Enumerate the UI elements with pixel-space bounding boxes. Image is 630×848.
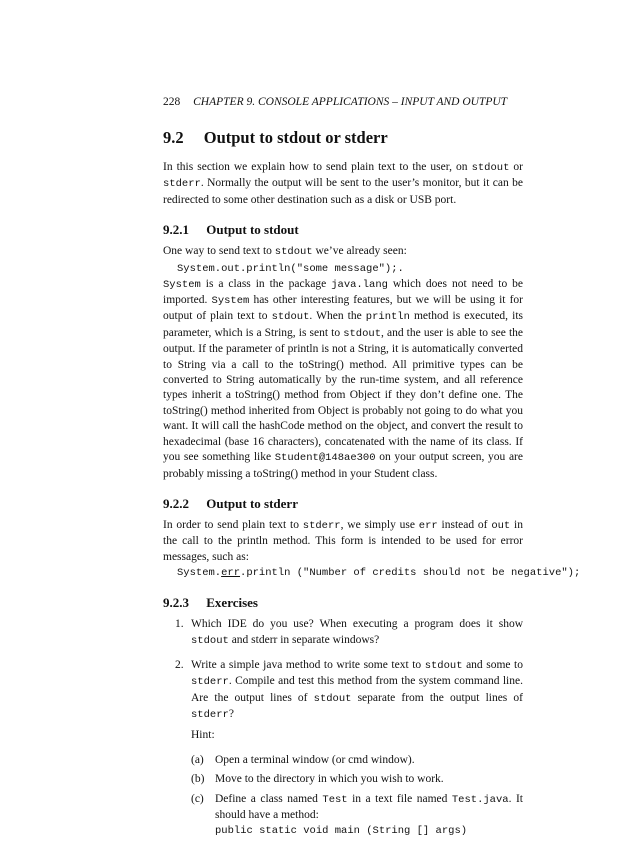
text-run: Move to the directory in which you wish to work.	[215, 773, 444, 786]
inline-code: System	[211, 295, 250, 308]
inline-code: stdout	[343, 327, 381, 340]
subsection-number: 9.2.2	[163, 495, 189, 511]
subsection-number: 9.2.1	[163, 222, 189, 238]
text-run: we’ve already seen:	[312, 245, 407, 258]
text-run: . Compile and test this method from the system command line. Are the output lines of	[191, 675, 523, 704]
inline-code: println	[365, 311, 410, 324]
inline-code: stdout	[271, 311, 310, 324]
section-intro-paragraph	[163, 160, 523, 208]
running-header	[163, 96, 523, 110]
inline-code: stdout	[424, 659, 463, 672]
subsection-number: 9.2.3	[163, 595, 189, 611]
subsection-title: Exercises	[206, 595, 258, 611]
text-run: which does not need to be imported.	[163, 277, 523, 307]
text-run: . It should have a method:	[215, 792, 523, 822]
stdout-lead-paragraph	[163, 244, 523, 260]
text-run: or	[509, 161, 523, 173]
hint-label: Hint:	[191, 728, 215, 741]
text-run: , we simply use	[340, 518, 419, 531]
hint-step	[191, 792, 523, 839]
inline-code: Test	[322, 793, 348, 806]
subsection-heading-9-2-2	[163, 496, 523, 512]
subsection-heading-9-2-1	[163, 222, 523, 238]
inline-code: stderr	[302, 519, 341, 532]
text-run: separate from the output lines of	[351, 691, 523, 704]
text-run: in the call to the println method. This form is intended to be used for error messages, such as:	[163, 518, 523, 563]
inline-code: Test.java	[451, 793, 509, 806]
exercise-text	[191, 658, 523, 724]
subsection-title: Output to stdout	[206, 222, 299, 238]
code-example-println	[163, 261, 523, 277]
text-run: method is executed, its parameter, which is a String, is sent to	[163, 310, 523, 339]
inline-code: stderr	[191, 709, 229, 722]
main-method-declaration: public static void main (String [] args)	[215, 824, 468, 837]
code-err-keyword: err	[221, 567, 241, 580]
hint-step	[191, 772, 523, 787]
hint-step-text	[215, 792, 523, 824]
hint-steps-list	[191, 753, 523, 839]
code-example-stderr	[163, 565, 581, 581]
stderr-body-paragraph	[163, 518, 523, 565]
text-run: ?	[228, 708, 234, 721]
text-run: has other interesting features, but we will be using it for output of plain text to	[163, 294, 523, 323]
subsection-title: Output to stderr	[206, 495, 298, 511]
text-run: Write a simple java method to write some text to	[191, 658, 425, 671]
text-run: Which IDE do you use? When executing a program does it show	[191, 618, 523, 631]
hint-step-label: (b)	[191, 773, 205, 786]
text-run: One way to send text to	[163, 245, 275, 258]
hint-step-text	[215, 753, 523, 768]
inline-code: stderr	[163, 178, 201, 191]
inline-code: stderr	[191, 676, 229, 689]
text-run: in a text file named	[347, 792, 452, 805]
inline-code: stdout	[313, 692, 352, 705]
inline-code: System	[163, 278, 201, 291]
stdout-body-paragraph	[163, 277, 523, 482]
inline-code: stdout	[471, 162, 510, 174]
text-run: and stderr in separate windows?	[228, 633, 380, 646]
document-page	[163, 96, 581, 848]
section-heading	[163, 128, 523, 148]
text-run: is a class in the package	[200, 277, 332, 290]
text-run: instead of	[437, 518, 492, 531]
inline-code: java.lang	[331, 278, 388, 291]
inline-code: out	[491, 519, 511, 532]
code-text: System.out.println("some message");.	[177, 262, 404, 275]
text-run: on your output screen, you are probably missing a toString() method in your Student class.	[163, 451, 523, 480]
inline-code: err	[418, 519, 438, 532]
inline-code: stdout	[191, 634, 229, 647]
text-run: Open a terminal window (or cmd window).	[215, 753, 415, 766]
text-run: Define a class named	[215, 792, 323, 805]
code-suffix: .println ("Number of credits should not be negative");	[240, 567, 581, 580]
exercise-list	[163, 617, 523, 838]
exercise-number: 2.	[175, 658, 184, 671]
text-run: . Normally the output will be sent to the user’s monitor, but it can be redirected to some other destination such as a disk or USB port.	[163, 177, 523, 206]
exercise-number: 1.	[175, 618, 184, 631]
hint-step	[191, 753, 523, 768]
text-run: and some to	[462, 658, 523, 671]
exercise-item	[163, 617, 523, 649]
code-prefix: System.	[177, 567, 222, 580]
text-run: . When the	[309, 310, 366, 323]
text-run: , and the user is able to see the output. If the parameter of println is not a String, it is automatically converted to String via a call to the toString() method. All primitive types can be converted to String automatically by the run-time system, and all reference types inherit a toString() method from Object if they don’t define one. The toString() method inherited from Object is probably not going to do what you want. It will call the hashCode method on the object, and convert the result to hexadecimal (base 16 characters), concatenated with the name of its class. If you see something like	[163, 326, 523, 464]
hint-step-label: (c)	[191, 792, 204, 805]
section-title: Output to stdout or stderr	[203, 128, 388, 147]
subsection-heading-9-2-3	[163, 595, 523, 611]
inline-code: stdout	[274, 246, 313, 259]
inline-code: Student@148ae300	[274, 452, 376, 465]
page-number: 228	[163, 96, 181, 108]
text-run: In order to send plain text to	[163, 518, 303, 531]
section-number: 9.2	[163, 128, 184, 147]
hint-step-label: (a)	[191, 753, 204, 766]
running-title: CHAPTER 9. CONSOLE APPLICATIONS – INPUT AND OUTPUT	[193, 96, 508, 108]
text-run: In this section we explain how to send plain text to the user, on	[163, 161, 472, 173]
exercise-item	[163, 658, 523, 839]
hint-step-text	[215, 772, 523, 787]
exercise-text	[191, 617, 523, 649]
